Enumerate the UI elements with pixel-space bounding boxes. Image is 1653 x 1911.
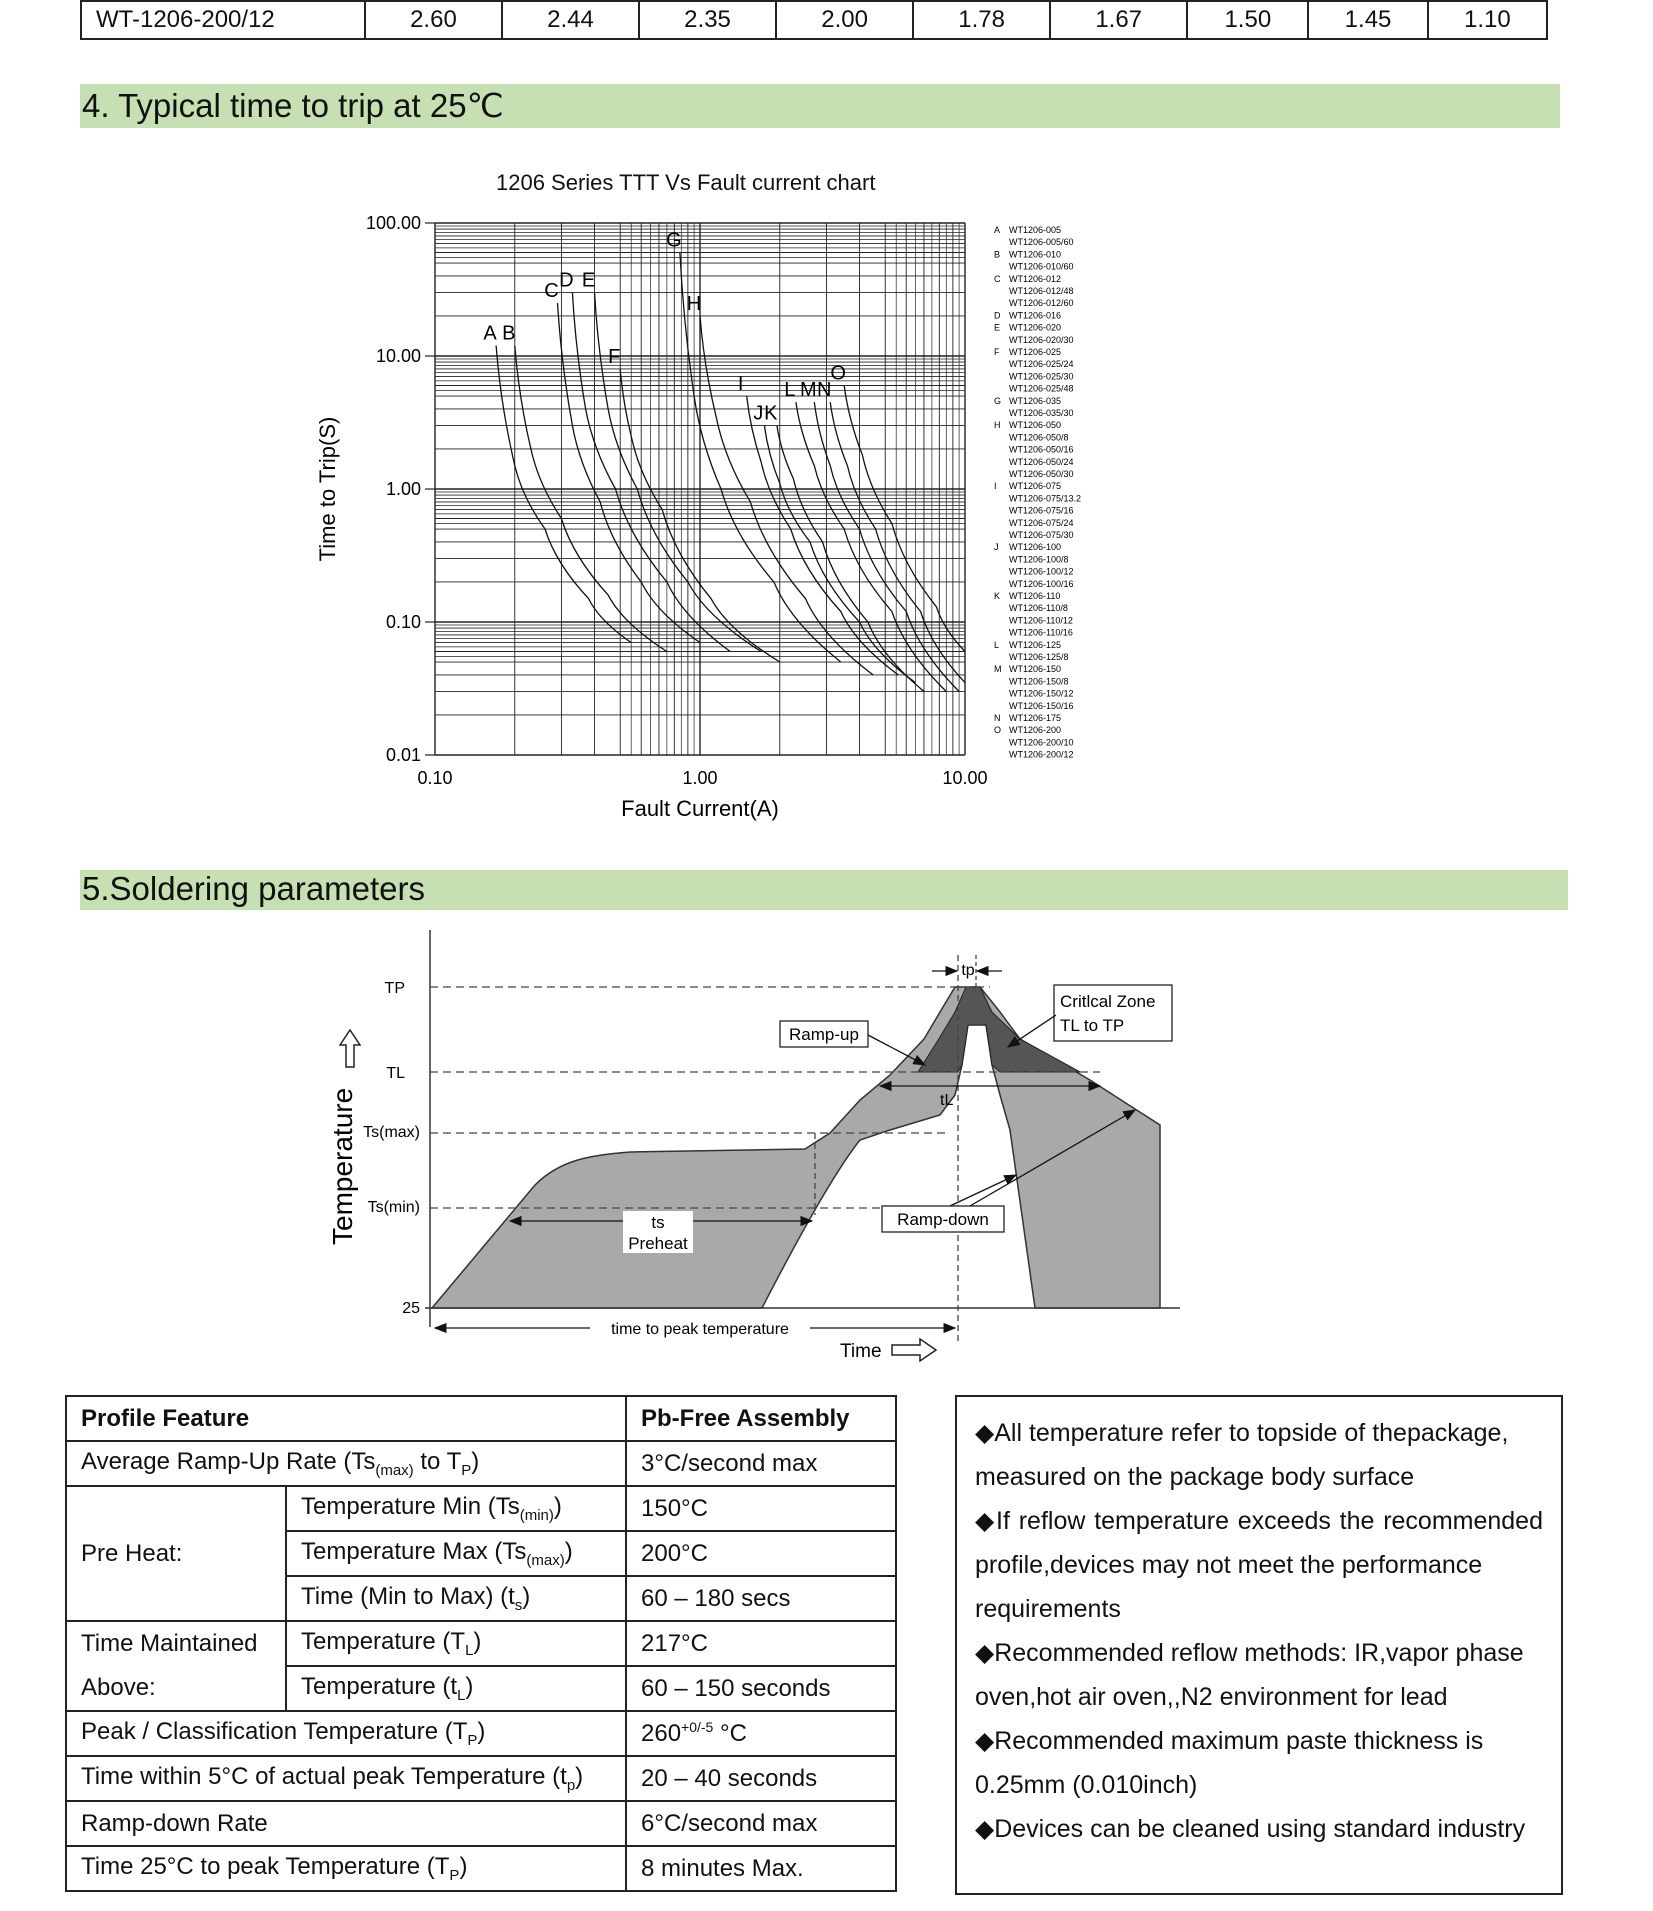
y-tick-label: 0.10: [385, 612, 421, 632]
legend-item: WT1206-075: [1009, 481, 1062, 492]
legend-item: WT1206-016: [1009, 310, 1062, 321]
tp-label: TP: [384, 980, 405, 997]
x-axis-label: Fault Current(A): [621, 796, 779, 821]
notes-box: [955, 1395, 1563, 1895]
ramp-down-label: Ramp-down: [897, 1210, 989, 1229]
ts-label: ts: [651, 1213, 665, 1232]
legend-item: WT1206-005/60: [1009, 237, 1074, 248]
legend-item: WT1206-150: [1009, 664, 1062, 675]
temperature-axis-label: Temperature: [327, 1087, 358, 1245]
tl-label: TL: [386, 1065, 405, 1082]
legend-letter: K: [994, 591, 1001, 601]
maintained-temp-label: Temperature $(T_L)$: [286, 1621, 626, 1666]
y-tick-label: 0.01: [385, 745, 421, 765]
ttt-curve-label: B: [502, 322, 516, 345]
legend-item: WT1206-150/8: [1009, 676, 1069, 687]
legend-letter: N: [994, 713, 1001, 723]
ramp-down-label: Ramp-down Rate: [66, 1801, 626, 1846]
y-tick-label: 1.00: [385, 479, 421, 499]
value-cell: 2.00: [776, 1, 913, 39]
header-value: Pb-Free Assembly: [626, 1396, 896, 1441]
preheat-max-value: 200°C: [626, 1531, 896, 1576]
value-cell: 1.50: [1187, 1, 1308, 39]
legend-letter: E: [994, 322, 1001, 333]
table-row: [66, 1396, 896, 1441]
ttt-curve-label: E: [581, 269, 596, 292]
ttt-curve-label: G: [666, 229, 682, 252]
ttt-curve-label: N: [816, 379, 832, 402]
legend-letter: G: [994, 395, 1002, 406]
ttt-curve-label: D: [559, 269, 574, 292]
part-number-cell: WT-1206-200/12: [81, 1, 365, 39]
legend-item: WT1206-050/8: [1009, 432, 1069, 443]
legend-item: WT1206-075/24: [1009, 517, 1074, 528]
legend-item: WT1206-020/30: [1009, 334, 1074, 345]
legend-item: WT1206-075/16: [1009, 505, 1074, 516]
legend-item: WT1206-110/8: [1009, 603, 1068, 614]
table-row: [66, 1621, 896, 1666]
legend-item: WT1206-035: [1009, 395, 1062, 406]
value-cell: 1.10: [1428, 1, 1547, 39]
note-item: profile,devices may not meet the performance requirements: [975, 1551, 1483, 1623]
section-5-header: [80, 870, 1568, 910]
value-cell: 1.67: [1050, 1, 1187, 39]
value-cell: 1.78: [913, 1, 1050, 39]
ttt-curve-label: O: [830, 362, 846, 385]
note-item: ◆Devices can be cleaned using standard industry: [975, 1815, 1526, 1843]
ttt-chart-title: 1206 Series TTT Vs Fault current chart: [496, 170, 876, 195]
legend-item: WT1206-012/48: [1009, 286, 1074, 296]
ttt-curve-label: L: [784, 379, 796, 402]
table-row: [66, 1711, 896, 1756]
legend-item: WT1206-035/30: [1009, 408, 1074, 418]
time-to-peak-label: time to peak temperature: [611, 1321, 789, 1338]
tl-width-label: tL: [940, 1092, 954, 1109]
ttt-curve-label: H: [686, 292, 702, 315]
legend-item: WT1206-150/16: [1009, 700, 1074, 711]
legend-letter: C: [994, 273, 1001, 284]
legend-letter: H: [994, 420, 1001, 431]
note-item: ◆All temperature refer to topside of thepackage, measured on the package body surface: [975, 1419, 1509, 1491]
legend-letter: I: [994, 481, 997, 492]
ttt-curve-label: K: [764, 402, 778, 425]
ttt-chart: [300, 200, 1100, 840]
maintained-temp-value: 217°C: [626, 1621, 896, 1666]
x-tick-label: 10.00: [942, 768, 988, 788]
within5-value: 20 – 40 seconds: [626, 1756, 896, 1801]
t25-label: 25: [402, 1300, 420, 1317]
ts-max-label: Ts(max): [363, 1124, 420, 1141]
legend-item: WT1206-012: [1009, 273, 1062, 284]
legend-letter: A: [994, 225, 1001, 235]
legend-letter: L: [994, 639, 1000, 650]
legend-item: WT1206-025/24: [1009, 359, 1074, 370]
ttt-legend: [994, 225, 1081, 760]
x-tick-label: 0.10: [417, 768, 453, 788]
section-4-header: [80, 84, 1560, 128]
ttt-curve-g: [680, 253, 841, 663]
legend-item: WT1206-125: [1009, 639, 1062, 650]
note-item: ◆Recommended maximum paste thickness is 0.25mm (0.010inch): [975, 1727, 1484, 1799]
legend-item: WT1206-010: [1009, 249, 1062, 260]
legend-letter: M: [994, 664, 1002, 675]
legend-letter: D: [994, 310, 1001, 321]
value-cell: 2.44: [502, 1, 639, 39]
legend-item: WT1206-012/60: [1009, 298, 1074, 309]
maintained-time-label: Temperature $(t_L)$: [286, 1666, 626, 1711]
legend-item: WT1206-050/24: [1009, 456, 1074, 467]
critical-zone-line2: TL to TP: [1060, 1016, 1125, 1035]
value-cell: 2.60: [365, 1, 502, 39]
legend-item: WT1206-100/8: [1009, 554, 1069, 565]
table-row: [66, 1801, 896, 1846]
rating-table-row: [80, 0, 1548, 40]
up-arrow-icon: [340, 1030, 360, 1067]
maintained-time-value: 60 – 150 seconds: [626, 1666, 896, 1711]
section-title: 4. Typical time to trip at 25℃: [82, 87, 504, 124]
legend-letter: F: [994, 347, 1000, 357]
legend-letter: B: [994, 249, 1001, 260]
critical-zone-line1: Critlcal Zone: [1060, 992, 1156, 1011]
ttt-curve-label: M: [799, 379, 817, 402]
ts-min-label: Ts(min): [367, 1199, 420, 1216]
legend-item: WT1206-200: [1009, 725, 1062, 736]
value-cell: 2.35: [639, 1, 776, 39]
preheat-min-value: 150°C: [626, 1486, 896, 1531]
ttt-curve-label: A: [483, 322, 497, 345]
y-axis-label: Time to Trip(S): [315, 416, 340, 562]
ramp-up-label: Average Ramp-Up Rate ($Ts_{(max)}$ to $T_P$): [66, 1441, 626, 1486]
table-row: [66, 1441, 896, 1486]
legend-item: WT1206-100/12: [1009, 566, 1074, 577]
table-row: [66, 1486, 896, 1531]
table-row: [66, 1846, 896, 1891]
legend-letter: J: [994, 542, 999, 553]
legend-item: WT1206-125/8: [1009, 652, 1069, 662]
legend-item: WT1206-010/60: [1009, 261, 1074, 272]
profile-table: [65, 1395, 897, 1892]
peak-label: Peak / Classification Temperature $(T_P)$: [66, 1711, 626, 1756]
ttt-curve-label: F: [608, 345, 621, 368]
legend-item: WT1206-110/12: [1009, 615, 1073, 626]
table-row: [66, 1756, 896, 1801]
legend-item: WT1206-050/30: [1009, 469, 1074, 479]
y-tick-label: 10.00: [375, 346, 421, 366]
time-axis-label: Time: [840, 1341, 882, 1362]
legend-item: WT1206-025/48: [1009, 383, 1074, 394]
legend-item: WT1206-020: [1009, 322, 1062, 333]
peak-value: $260^{+0/-5}$ °C: [626, 1711, 896, 1756]
ttt-curve-label: C: [544, 280, 559, 303]
legend-item: WT1206-050/16: [1009, 444, 1074, 455]
legend-item: WT1206-175: [1009, 713, 1062, 723]
legend-item: WT1206-075/13.2: [1009, 493, 1082, 504]
value-cell: 1.45: [1308, 1, 1427, 39]
preheat-label: Preheat: [628, 1234, 688, 1253]
legend-item: WT1206-100: [1009, 542, 1062, 553]
preheat-group-label: Pre Heat:: [66, 1486, 286, 1621]
legend-item: WT1206-005: [1009, 225, 1062, 235]
legend-item: WT1206-025: [1009, 347, 1062, 357]
legend-item: WT1206-075/30: [1009, 530, 1074, 540]
legend-item: WT1206-200/10: [1009, 737, 1074, 748]
tp-width-label: tp: [961, 962, 975, 979]
legend-item: WT1206-150/12: [1009, 688, 1074, 699]
within5-label: Time within 5°C of actual peak Temperature $(t_p)$: [66, 1756, 626, 1801]
legend-item: WT1206-200/12: [1009, 749, 1074, 760]
preheat-time-value: 60 – 180 secs: [626, 1576, 896, 1621]
note-item: ◆If reflow temperature exceeds the recommended: [975, 1507, 1543, 1535]
ramp-up-label: Ramp-up: [789, 1025, 859, 1044]
ttt-curve-label: J: [753, 402, 764, 425]
reflow-profile-diagram: [300, 915, 1200, 1365]
legend-letter: O: [994, 725, 1002, 736]
preheat-max-label: Temperature Max $(Ts_{(max)})$: [286, 1531, 626, 1576]
header-feature: Profile Feature: [66, 1396, 626, 1441]
y-tick-label: 100.00: [365, 213, 421, 233]
legend-item: WT1206-050: [1009, 420, 1062, 431]
ttt-ticks: [315, 213, 988, 821]
preheat-min-label: Temperature Min $(Ts_{(min)})$: [286, 1486, 626, 1531]
section-title: 5.Soldering parameters: [82, 870, 426, 907]
time25-value: 8 minutes Max.: [626, 1846, 896, 1891]
legend-item: WT1206-025/30: [1009, 371, 1074, 382]
maintained-group-label: Time Maintained Above:: [66, 1621, 286, 1711]
ramp-up-value: 3°C/second max: [626, 1441, 896, 1486]
ttt-curve-a: [496, 346, 631, 643]
preheat-time-label: Time (Min to Max) $(t_s)$: [286, 1576, 626, 1621]
ttt-curve-label: I: [737, 373, 744, 396]
legend-item: WT1206-100/16: [1009, 578, 1074, 589]
table-row: [81, 1, 1547, 39]
note-item: ◆Recommended reflow methods: IR,vapor phase oven,hot air oven,,N2 environment for lead: [975, 1639, 1524, 1711]
time25-label: Time 25°C to peak Temperature $(T_P)$: [66, 1846, 626, 1891]
right-arrow-icon: [892, 1339, 936, 1361]
x-tick-label: 1.00: [682, 768, 718, 788]
ttt-curve-i: [747, 396, 899, 675]
ramp-down-value: 6°C/second max: [626, 1801, 896, 1846]
legend-item: WT1206-110/16: [1009, 627, 1073, 638]
legend-item: WT1206-110: [1009, 591, 1061, 601]
